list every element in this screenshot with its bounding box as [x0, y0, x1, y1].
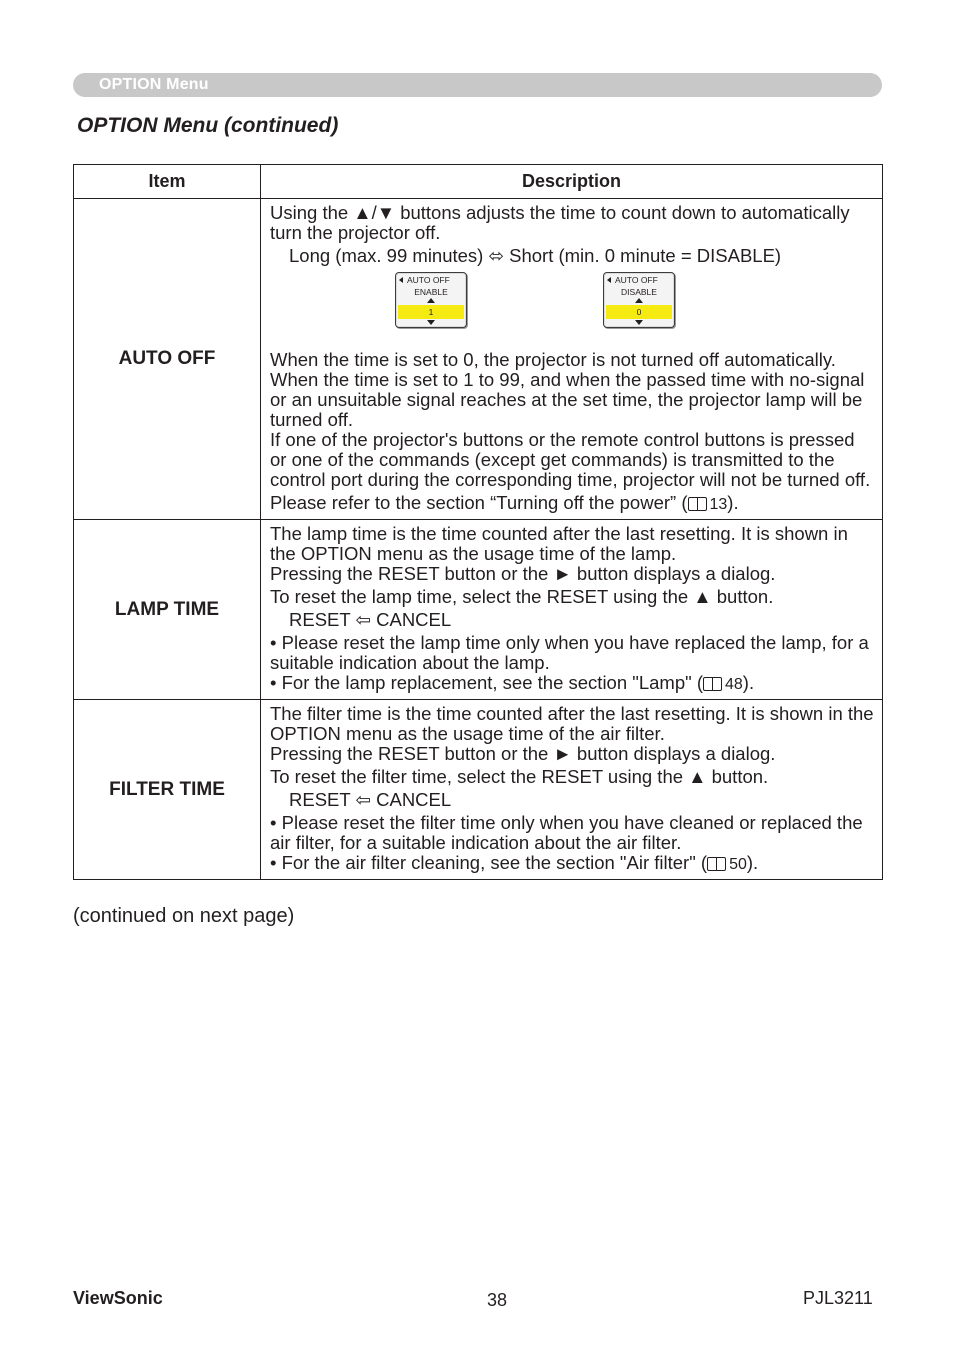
dialog-title: AUTO OFF: [407, 275, 450, 285]
filter-time-reset-howto: To reset the filter time, select the RESET using the ▲ button.: [270, 766, 769, 787]
lamp-time-reset-choice: RESET ⇦ CANCEL: [289, 609, 452, 630]
desc-auto-off: [261, 199, 883, 520]
dialog-value: 1: [398, 305, 464, 319]
page-reference[interactable]: 13: [709, 496, 728, 513]
filter-time-note-1: • Please reset the filter time only when you have cleaned or replaced the air filter, for a suitable indication about the air filter.: [270, 812, 863, 853]
page-heading: OPTION Menu (continued): [77, 114, 339, 137]
book-icon: [707, 856, 727, 871]
desc-filter-time: [261, 700, 883, 880]
auto-off-dialogs: [270, 272, 876, 340]
auto-off-disable-dialog: [603, 272, 675, 328]
auto-off-intro: Using the ▲/▼ buttons adjusts the time to count down to automatically turn the projector off.: [270, 202, 850, 243]
auto-off-range: Long (max. 99 minutes) ⬄ Short (min. 0 minute = DISABLE): [289, 245, 782, 266]
section-bar: [73, 73, 882, 97]
auto-off-reference: Please refer to the section “Turning off the power” ( 13).: [270, 492, 739, 513]
item-filter-time: FILTER TIME: [74, 700, 261, 880]
continued-note: (continued on next page): [73, 905, 295, 927]
page-reference[interactable]: 48: [724, 676, 743, 693]
filter-time-intro: The filter time is the time counted after the last resetting. It is shown in the OPTION menu as the usage time of the air filter.: [270, 703, 874, 744]
lamp-time-note-1: • Please reset the lamp time only when you have replaced the lamp, for a suitable indication about the lamp.: [270, 632, 869, 673]
dialog-title: AUTO OFF: [615, 275, 658, 285]
auto-off-enable-dialog: [395, 272, 467, 328]
left-arrow-icon: [607, 277, 611, 283]
down-arrow-icon: [427, 320, 435, 325]
filter-time-note-2: • For the air filter cleaning, see the section "Air filter" ( 50).: [270, 852, 759, 873]
item-lamp-time: LAMP TIME: [74, 520, 261, 700]
footer-brand: ViewSonic: [73, 1288, 163, 1308]
lamp-time-intro: The lamp time is the time counted after the last resetting. It is shown in the OPTION menu as the usage time of the lamp.: [270, 523, 848, 564]
table-row-filter-time: [74, 700, 883, 880]
book-icon: [688, 496, 708, 511]
table-row-auto-off: [74, 199, 883, 520]
option-menu-table: [73, 164, 883, 880]
desc-lamp-time: [261, 520, 883, 700]
auto-off-body-2: If one of the projector's buttons or the remote control buttons is pressed or one of the commands (except get commands) is transmitted to the control port during the corresponding time, projector will not be turned off.: [270, 429, 871, 490]
page-number: 38: [487, 1290, 508, 1310]
item-auto-off: AUTO OFF: [74, 199, 261, 520]
dialog-value: 0: [606, 305, 672, 319]
auto-off-body: When the time is set to 0, the projector is not turned off automatically. When the time is set to 1 to 99, and when the passed time with no-signal or an unsuitable signal reaches at the set time, the projector lamp will be turned off.: [270, 349, 865, 430]
up-arrow-icon: [427, 298, 435, 303]
table-row-lamp-time: [74, 520, 883, 700]
left-arrow-icon: [399, 277, 403, 283]
dialog-state: DISABLE: [621, 287, 657, 297]
dialog-state: ENABLE: [414, 287, 448, 297]
filter-time-press: Pressing the RESET button or the ► button displays a dialog.: [270, 743, 776, 764]
down-arrow-icon: [635, 320, 643, 325]
up-arrow-icon: [635, 298, 643, 303]
table-header-row: [74, 165, 883, 199]
footer-model: PJL3211: [803, 1288, 873, 1308]
page-reference[interactable]: 50: [729, 856, 747, 873]
section-label: OPTION Menu: [99, 76, 209, 93]
lamp-time-note-2: • For the lamp replacement, see the section "Lamp" ( 48).: [270, 672, 755, 693]
col-header-item: Item: [74, 165, 261, 199]
filter-time-reset-choice: RESET ⇦ CANCEL: [289, 789, 452, 810]
col-header-description: Description: [261, 165, 883, 199]
lamp-time-press: Pressing the RESET button or the ► button displays a dialog.: [270, 563, 776, 584]
lamp-time-reset-howto: To reset the lamp time, select the RESET using the ▲ button.: [270, 586, 774, 607]
book-icon: [703, 676, 723, 691]
